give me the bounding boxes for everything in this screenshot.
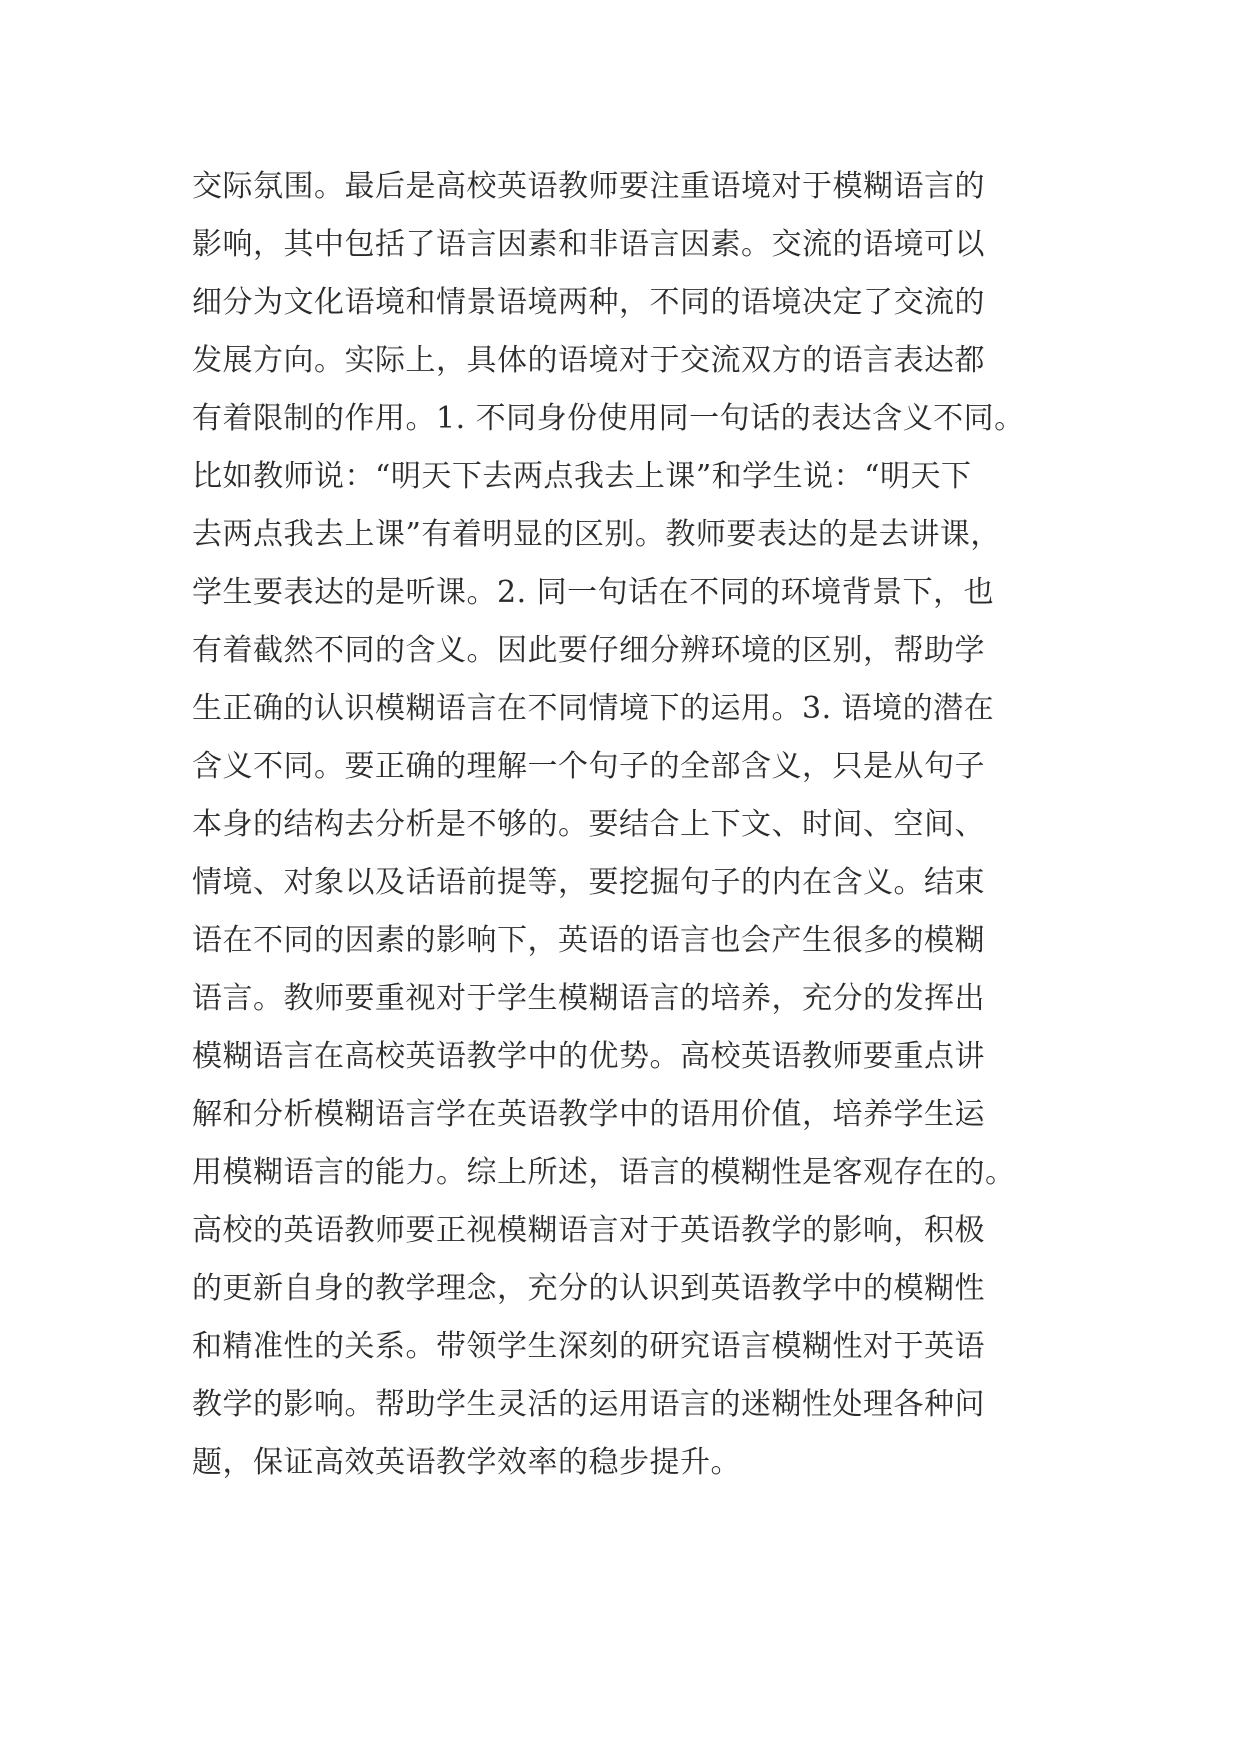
text-line: 影响，其中包括了语言因素和非语言因素。交流的语境可以: [192, 227, 985, 262]
text-line: 解和分析模糊语言学在英语教学中的语用价值，培养学生运: [192, 1097, 985, 1132]
text-line: 去两点我去上课”有着明显的区别。教师要表达的是去讲课，: [192, 517, 1001, 552]
text-line: 含义不同。要正确的理解一个句子的全部含义，只是从句子: [192, 749, 985, 784]
text-line: 情境、对象以及话语前提等，要挖掘句子的内在含义。结束: [192, 865, 985, 900]
text-line: 模糊语言在高校英语教学中的优势。高校英语教师要重点讲: [192, 1039, 985, 1074]
text-line: 语言。教师要重视对于学生模糊语言的培养，充分的发挥出: [192, 981, 985, 1016]
text-line: 题，保证高效英语教学效率的稳步提升。: [192, 1445, 741, 1480]
text-line: 学生要表达的是听课。2. 同一句话在不同的环境背景下，也: [192, 575, 995, 610]
text-line: 用模糊语言的能力。综上所述，语言的模糊性是客观存在的。: [192, 1155, 1016, 1190]
text-line: 的更新自身的教学理念，充分的认识到英语教学中的模糊性: [192, 1271, 985, 1306]
text-line: 和精准性的关系。带领学生深刻的研究语言模糊性对于英语: [192, 1329, 985, 1364]
text-line: 生正确的认识模糊语言在不同情境下的运用。3. 语境的潜在: [192, 691, 995, 726]
text-line: 有着截然不同的含义。因此要仔细分辨环境的区别，帮助学: [192, 633, 985, 668]
text-line: 发展方向。实际上，具体的语境对于交流双方的语言表达都: [192, 343, 985, 378]
text-line: 教学的影响。帮助学生灵活的运用语言的迷糊性处理各种问: [192, 1387, 985, 1422]
text-line: 有着限制的作用。1. 不同身份使用同一句话的表达含义不同。: [192, 401, 1025, 436]
text-line: 交际氛围。最后是高校英语教师要注重语境对于模糊语言的: [192, 169, 985, 204]
text-line: 本身的结构去分析是不够的。要结合上下文、时间、空间、: [192, 807, 985, 842]
body-text: [192, 158, 1072, 1492]
text-line: 语在不同的因素的影响下，英语的语言也会产生很多的模糊: [192, 923, 985, 958]
text-line: 细分为文化语境和情景语境两种，不同的语境决定了交流的: [192, 285, 985, 320]
text-line: 高校的英语教师要正视模糊语言对于英语教学的影响，积极: [192, 1213, 985, 1248]
text-line: 比如教师说：“明天下去两点我去上课”和学生说：“明天下: [192, 459, 972, 494]
